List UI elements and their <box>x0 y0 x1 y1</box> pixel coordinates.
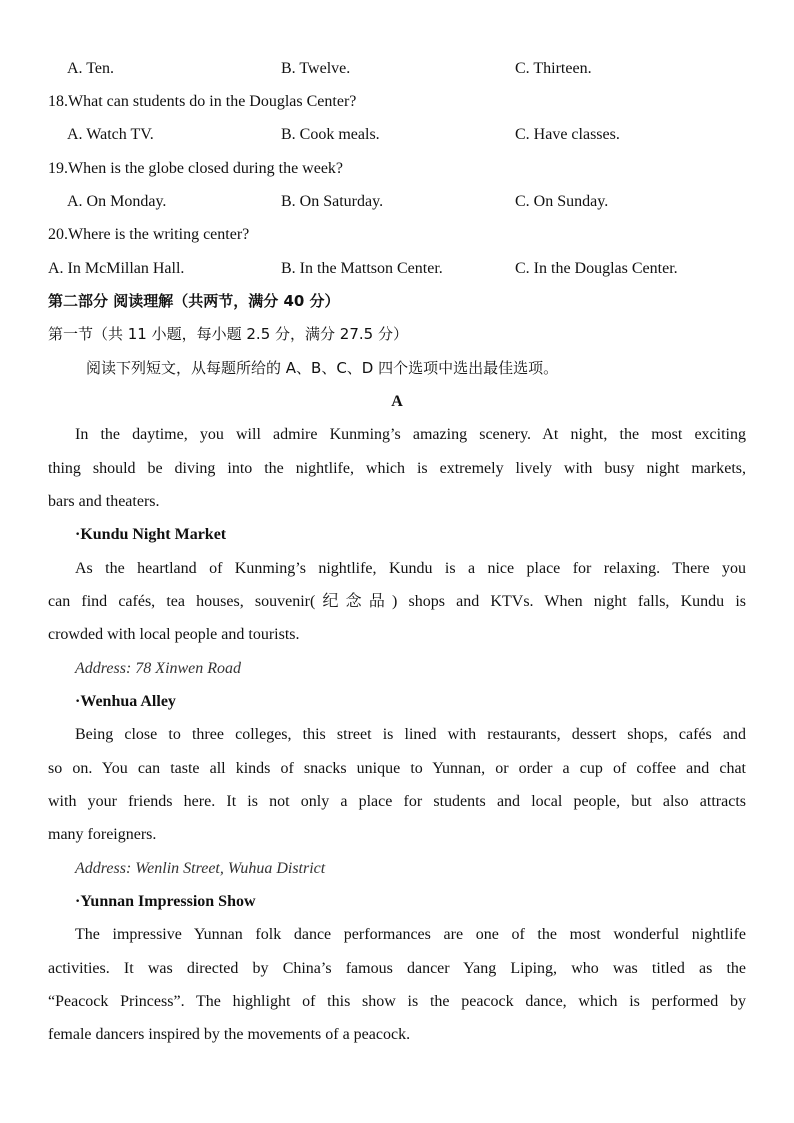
intro-line-1: In the daytime, you will admire Kunming’s amazing scenery. At night, the most exciting <box>75 426 746 443</box>
instruction: 阅读下列短文，从每题所给的 A、B、C、D 四个选项中选出最佳选项。 <box>86 359 559 377</box>
wenhua-address: Address: Wenlin Street, Wuhua District <box>75 860 326 877</box>
kundu-line-2: can find cafés, tea houses, souvenir(纪念品) shops and KTVs. When night falls, Kundu is <box>48 593 746 610</box>
q18-stem: 18.What can students do in the Douglas Center? <box>48 93 357 110</box>
q17-option-c: C. Thirteen. <box>515 60 592 77</box>
show-line-4: female dancers inspired by the movements of a peacock. <box>48 1026 411 1043</box>
q17-option-a: A. Ten. <box>67 60 115 77</box>
q19-stem: 19.When is the globe closed during the week? <box>48 160 344 177</box>
q20-options <box>48 252 746 285</box>
q20-option-b: B. In the Mattson Center. <box>281 260 443 277</box>
q20-option-a: A. In McMillan Hall. <box>48 260 185 277</box>
q17-option-b: B. Twelve. <box>281 60 351 77</box>
q18-option-a: A. Watch TV. <box>67 126 154 143</box>
passage-label: A <box>391 393 403 410</box>
q18-option-c: C. Have classes. <box>515 126 620 143</box>
show-line-2: activities. It was directed by China’s famous dancer Yang Liping, who was titled as the <box>48 960 746 977</box>
sub-section-title: 第一节（共 11 小题，每小题 2.5 分，满分 27.5 分） <box>48 325 408 343</box>
part-title: 第二部分 阅读理解（共两节，满分 40 分） <box>48 292 340 310</box>
wenhua-heading: ·Wenhua Alley <box>75 693 176 710</box>
q20-option-c: C. In the Douglas Center. <box>515 260 678 277</box>
kundu-line-3: crowded with local people and tourists. <box>48 626 300 643</box>
show-heading: ·Yunnan Impression Show <box>75 893 256 910</box>
kundu-address: Address: 78 Xinwen Road <box>75 660 242 677</box>
intro-line-3: bars and theaters. <box>48 493 160 510</box>
q18-options <box>48 118 746 151</box>
kundu-line-1: As the heartland of Kunming’s nightlife, Kundu is a nice place for relaxing. There you <box>75 560 746 577</box>
show-line-3: “Peacock Princess”. The highlight of this show is the peacock dance, which is performed by <box>48 993 746 1010</box>
intro-line-2: thing should be diving into the nightlife, which is extremely lively with busy night markets, <box>48 460 746 477</box>
wenhua-line-4: many foreigners. <box>48 826 157 843</box>
wenhua-line-3: with your friends here. It is not only a place for students and local people, but also attracts <box>48 793 746 810</box>
wenhua-line-1: Being close to three colleges, this street is lined with restaurants, dessert shops, cafés and <box>75 726 746 743</box>
q19-option-a: A. On Monday. <box>67 193 167 210</box>
kundu-heading: ·Kundu Night Market <box>75 526 227 543</box>
wenhua-line-2: so on. You can taste all kinds of snacks unique to Yunnan, or order a cup of coffee and chat <box>48 760 746 777</box>
q18-option-b: B. Cook meals. <box>281 126 380 143</box>
q19-options <box>48 185 746 218</box>
q19-option-b: B. On Saturday. <box>281 193 384 210</box>
q19-option-c: C. On Sunday. <box>515 193 609 210</box>
q17-options <box>48 52 746 85</box>
q20-stem: 20.Where is the writing center? <box>48 226 250 243</box>
show-line-1: The impressive Yunnan folk dance performances are one of the most wonderful nightlife <box>75 926 746 943</box>
